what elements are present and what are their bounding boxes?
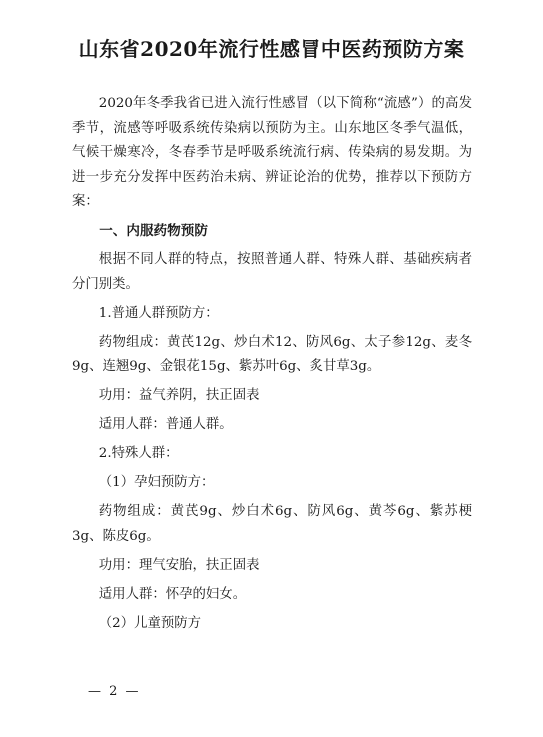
subheading-special-population: 2.特殊人群： xyxy=(98,446,179,461)
pregnancy-prescription-ingredients: 药物组成：黄芪9g、炒白术6g、防风6g、黄芩6g、紫苏梗3g、陈皮6g。 xyxy=(72,504,472,544)
general-prescription-ingredients: 药物组成：黄芪12g、炒白术12、防风6g、太子参12g、麦冬9g、连翘9g、金银花15g、紫苏叶6g、炙甘草3g。 xyxy=(72,334,472,374)
pregnancy-prescription-function: 功用：理气安胎，扶正固表 xyxy=(98,557,260,573)
page-number: — 2 — xyxy=(88,684,141,699)
pregnancy-prescription-audience: 适用人群：怀孕的妇女。 xyxy=(98,586,247,602)
subheading-children: （2）儿童预防方 xyxy=(98,615,202,631)
general-prescription-function: 功用：益气养阴，扶正固表 xyxy=(98,388,260,403)
general-prescription-audience: 适用人群：普通人群。 xyxy=(98,417,233,432)
document-body xyxy=(72,92,472,641)
population-paragraph: 根据不同人群的特点，按照普通人群、特殊人群、基础疾病者分门别类。 xyxy=(72,252,472,292)
document-title: 山东省2020年流行性感冒中医药预防方案 xyxy=(78,37,465,61)
intro-paragraph: 2020年冬季我省已进入流行性感冒（以下简称“流感”）的高发季节，流感等呼吸系统传染病以预防为主。山东地区冬季气温低，气候干燥寒冷，冬春季节是呼吸系统流行病、传染病的易发期。为进一步充分发挥中医药治未病、辨证论治的优势，推荐以下预防方案： xyxy=(72,96,472,209)
section-heading-oral-medicine: 一、内服药物预防 xyxy=(99,223,208,239)
subheading-pregnant-women: （1）孕妇预防方： xyxy=(98,475,215,490)
subheading-general-population: 1.普通人群预防方： xyxy=(98,305,219,321)
